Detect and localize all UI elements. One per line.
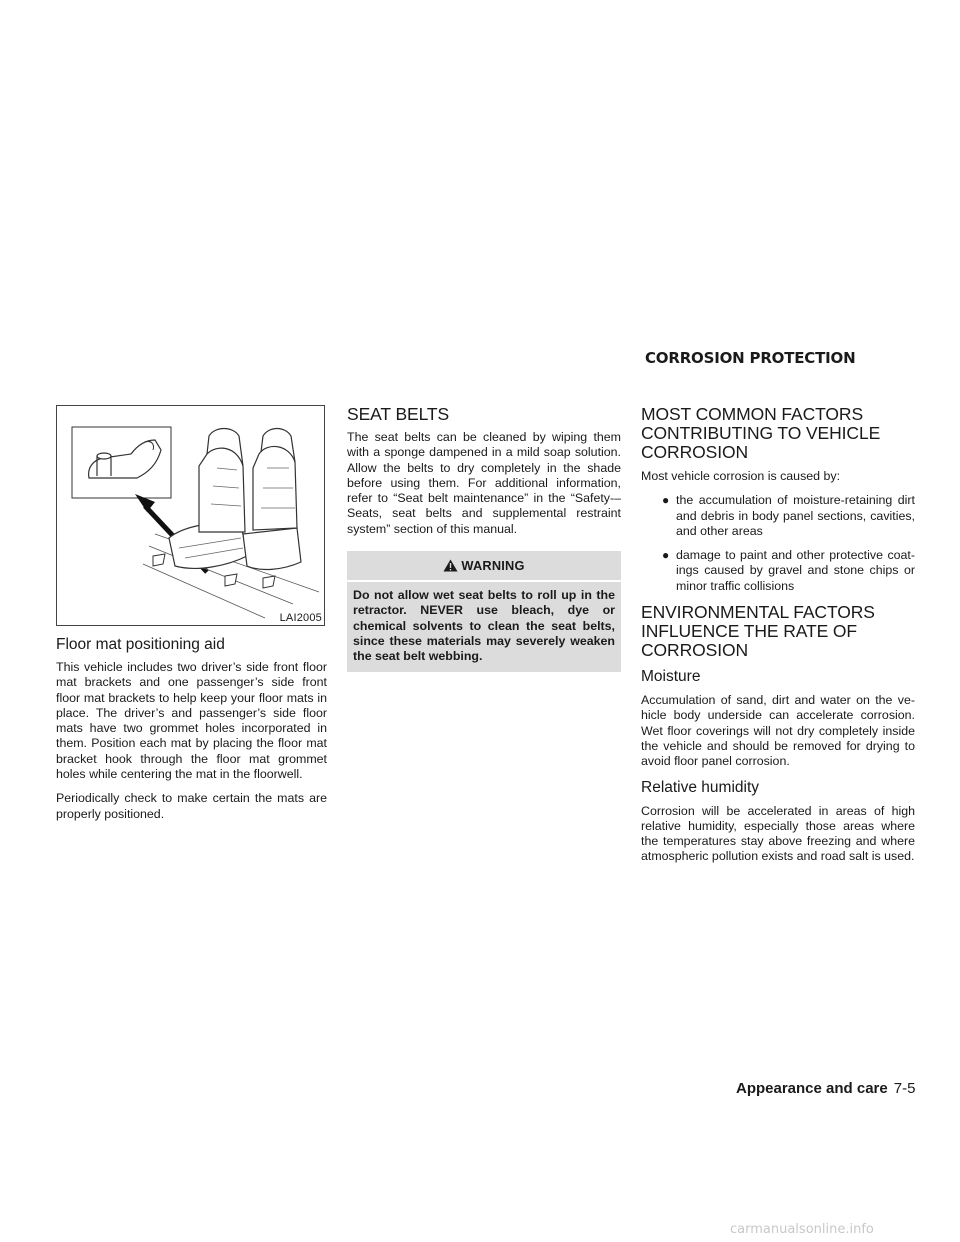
- humidity-heading: Relative humidity: [641, 778, 760, 796]
- column-middle: [347, 405, 621, 672]
- list-item: ● damage to paint and other protective coat-ings caused by gravel and stone chips or minor traffic collisions: [662, 548, 915, 593]
- page-footer: [736, 1080, 915, 1097]
- corrosion-intro: Most vehicle corrosion is caused by:: [641, 469, 841, 483]
- floor-mat-check-paragraph: Periodically check to make certain the mats are properly positioned.: [56, 791, 327, 821]
- figure-label: LAI2005: [279, 612, 322, 624]
- watermark: carmanualsonline.info: [730, 1222, 874, 1237]
- bullet-icon: ●: [662, 493, 670, 508]
- bullet-icon: ●: [662, 548, 670, 563]
- moisture-paragraph: Accumulation of sand, dirt and water on the ve-hicle body underside can accelerate corrosion. Wet floor coverings will not dry completely inside the vehicle and should be removed for drying to avoid floor panel corrosion.: [641, 693, 915, 769]
- column-right: [641, 405, 915, 874]
- column-left: [56, 405, 327, 831]
- page-number: 7-5: [893, 1080, 916, 1097]
- section-banner: CORROSION PROTECTION: [645, 349, 856, 367]
- corrosion-causes-list: [641, 493, 915, 594]
- warning-triangle-icon: [443, 559, 458, 575]
- floor-mat-heading: Floor mat positioning aid: [56, 636, 225, 653]
- environmental-factors-heading: ENVIRONMENTAL FACTORS INFLUENCE THE RATE OF CORROSION: [641, 602, 875, 661]
- floor-mat-paragraph: This vehicle includes two driver’s side front floor mat brackets and one passenger’s side front floor mat brackets to help keep your floor mats in place. The driver’s and passenger’s side floor mats have two grommet holes incorporated in them. Position each mat by placing the floor mat bracket hook through the floor mat grommet holes while centering the mat in the floorwell.: [56, 660, 327, 782]
- humidity-paragraph: Corrosion will be accelerated in areas of high relative humidity, especially those areas where the temperatures stay above freezing and where atmospheric pollution exists and road salt is used.: [641, 803, 915, 864]
- warning-text: Do not allow wet seat belts to roll up in the retractor. NEVER use bleach, dye or chemical solvents to clean the seat belts, since these materials may severely weaken the seat belt webbing.: [353, 588, 615, 664]
- list-item: ● the accumulation of moisture-retaining dirt and debris in body panel sections, cavities, and other areas: [662, 493, 915, 538]
- floor-mat-illustration: [56, 405, 325, 626]
- seat-floor-mat-drawing: [57, 406, 324, 625]
- seat-belts-heading: SEAT BELTS: [347, 404, 450, 424]
- warning-header: [353, 551, 615, 580]
- corrosion-factors-heading: MOST COMMON FACTORS CONTRIBUTING TO VEHICLE CORROSION: [641, 404, 881, 462]
- seat-belts-paragraph: The seat belts can be cleaned by wiping them with a sponge dampened in a mild soap solution. Allow the belts to dry completely in the shade before using them. For additional information, refer to “Seat belt maintenance” in the “Safety-–Seats, seat belts and supplemental restraint system” section of this manual.: [347, 430, 621, 536]
- moisture-heading: Moisture: [641, 668, 701, 686]
- warning-divider: [347, 580, 621, 582]
- warning-title: WARNING: [461, 558, 525, 574]
- footer-section-title: Appearance and care: [736, 1080, 888, 1097]
- warning-box: [347, 551, 621, 671]
